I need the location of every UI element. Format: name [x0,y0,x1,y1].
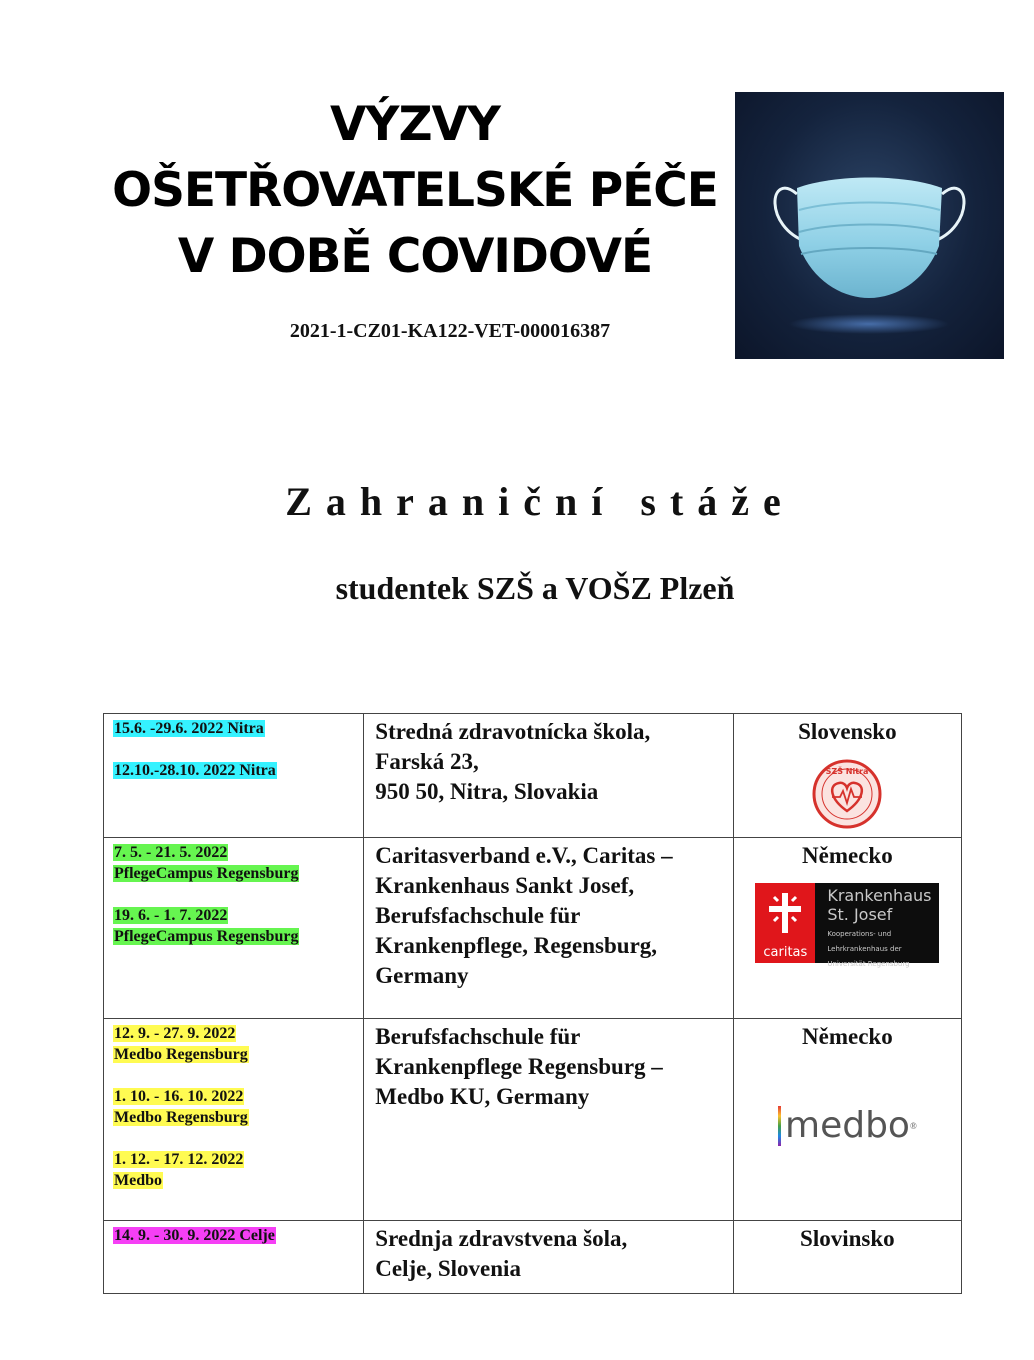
dates-cell [104,1221,364,1294]
internships-subheading: studentek SZŠ a VOŠZ Plzeň [335,570,735,606]
face-mask-image [735,92,1004,359]
date-group [113,1086,355,1128]
title-line-1: VÝZVY [330,97,500,152]
date-group [113,842,355,884]
institution-cell [364,1019,733,1221]
institution-cell [364,714,733,838]
date-location: PflegeCampus Regensburg [114,928,299,945]
medbo-color-bar-icon [778,1106,781,1146]
institution-line: Caritasverband e.V., Caritas – [375,843,673,868]
institution-line: Berufsfachschule für [375,903,581,928]
date-text: 7. 5. - 21. 5. 2022 [114,844,228,861]
szs-nitra-logo [812,759,882,829]
country-name: Slovensko [798,719,897,744]
face-mask-icon [735,92,1004,359]
institution-line: Germany [375,963,469,988]
date-text: 12. 9. - 27. 9. 2022 [114,1025,236,1042]
date-text: 1. 12. - 17. 12. 2022 [114,1151,244,1168]
caritas-cross-icon [755,883,815,963]
svg-text:SZŠ Nitra: SZŠ Nitra [826,767,869,776]
medbo-word: medbo [785,1105,910,1146]
date-group [113,1149,355,1191]
registered-mark: ® [909,1121,917,1131]
institution-line: Srednja zdravstvena šola, [375,1226,628,1251]
date-group [113,1023,355,1065]
date-location: PflegeCampus Regensburg [114,865,299,882]
institution-line: Medbo KU, Germany [375,1084,590,1109]
date-group [113,1225,355,1246]
table-row [104,714,962,838]
project-code: 2021-1-CZ01-KA122-VET-000016387 [289,320,611,342]
table-row [104,838,962,1019]
country-cell [733,1019,961,1221]
institution-line: Farská 23, [375,749,479,774]
caritas-krankenhaus-logo [755,883,939,968]
institution-line: Krankenhaus Sankt Josef, [375,873,635,898]
document-title [105,92,725,290]
institution-line: Krankenpflege Regensburg – [375,1054,663,1079]
date-group [113,718,355,739]
country-cell [733,838,961,1019]
internships-table [103,713,962,1294]
caritas-word: caritas [763,945,808,960]
institution-cell [364,1221,733,1294]
dates-cell [104,1019,364,1221]
institution-cell [364,838,733,1019]
institution-line: Berufsfachschule für [375,1024,581,1049]
country-name: Slovinsko [800,1226,895,1251]
internships-heading: Zahraniční stáže [285,479,795,524]
logo-note: Lehrkrankenhaus der [827,945,902,953]
country-cell [733,1221,961,1294]
dates-cell [104,838,364,1019]
date-location: Medbo Regensburg [114,1109,248,1126]
logo-line: St. Josef [827,905,893,924]
table-row [104,1019,962,1221]
date-group [113,905,355,947]
date-text: 1. 10. - 16. 10. 2022 [114,1088,244,1105]
medbo-logo [734,1104,961,1148]
date-text: 14. 9. - 30. 9. 2022 Celje [114,1227,275,1244]
date-text: 12.10.-28.10. 2022 Nitra [114,762,276,779]
institution-line: Krankenpflege, Regensburg, [375,933,658,958]
title-line-2: OŠETŘOVATELSKÉ PÉČE [112,163,718,218]
date-group [113,760,355,781]
institution-line: 950 50, Nitra, Slovakia [375,779,599,804]
date-text: 19. 6. - 1. 7. 2022 [114,907,228,924]
institution-line: Celje, Slovenia [375,1256,521,1281]
table-row [104,1221,962,1294]
country-cell [733,714,961,838]
logo-note: Universität Regensburg [827,960,910,968]
title-line-3: V DOBĚ COVIDOVÉ [177,229,653,284]
date-text: 15.6. -29.6. 2022 Nitra [114,720,264,737]
date-location: Medbo Regensburg [114,1046,248,1063]
dates-cell [104,714,364,838]
country-name: Německo [802,843,893,868]
logo-line: Krankenhaus [827,886,932,905]
country-name: Německo [802,1024,893,1049]
logo-note: Kooperations- und [827,930,892,938]
institution-line: Stredná zdravotnícka škola, [375,719,651,744]
date-location: Medbo [114,1172,162,1189]
